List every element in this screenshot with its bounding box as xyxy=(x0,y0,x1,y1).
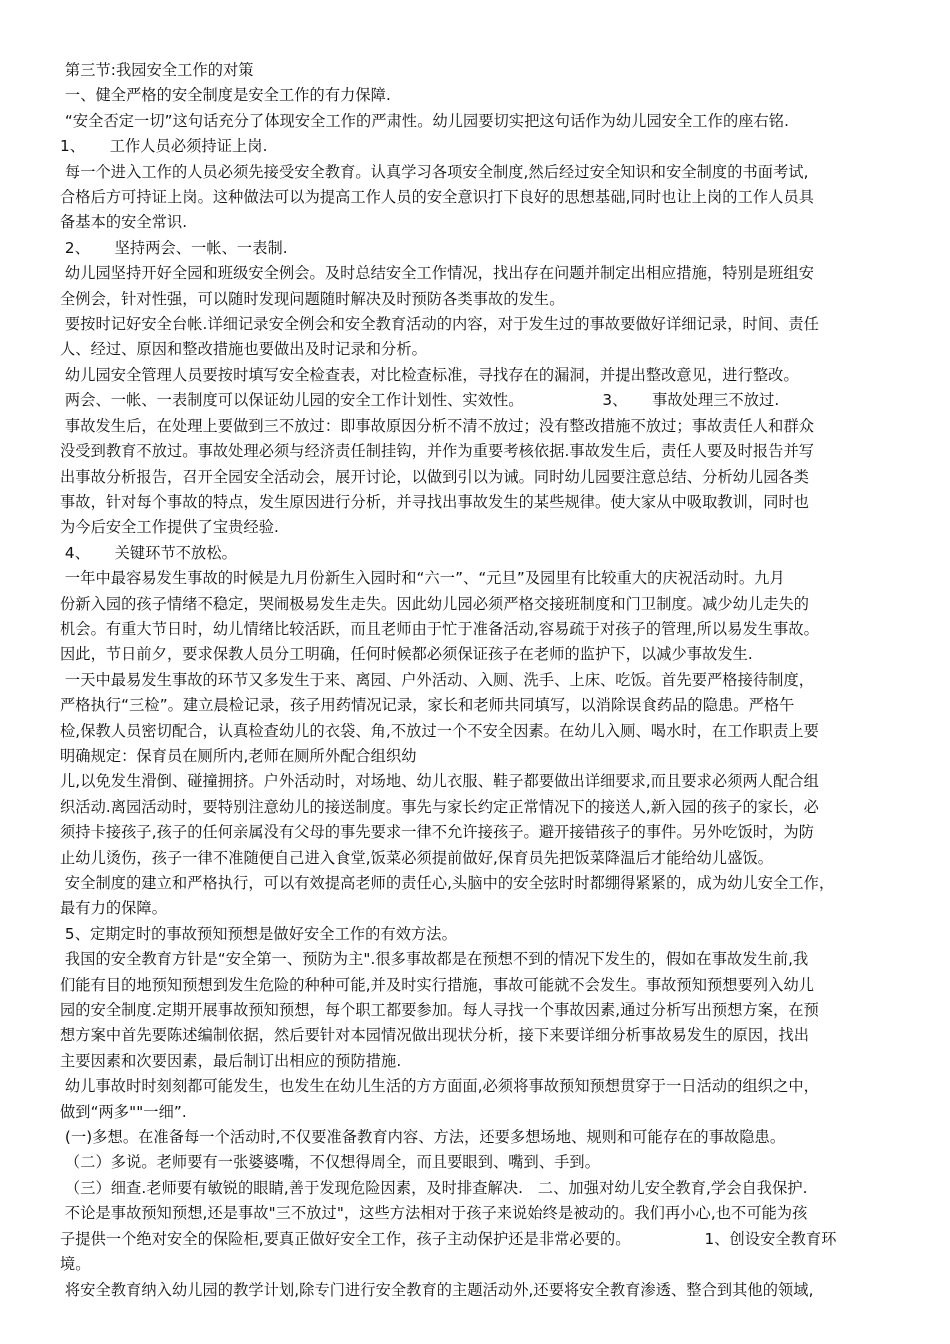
text-line: 子提供一个绝对安全的保险柜,要真正做好安全工作，孩子主动保护还是非常必要的。 1、创设安全教育环 xyxy=(60,1229,837,1248)
text-line: 们能有目的地预知预想到发生危险的种种可能,并及时实行措施，事故可能就不会发生。事故预知预想要列入幼儿 xyxy=(60,975,815,994)
text-line: 安全制度的建立和严格执行，可以有效提高老师的责任心,头脑中的安全弦时时都绷得紧紧的，成为幼儿安全工作， xyxy=(60,874,835,892)
text-line: 2、 坚持两会、一帐、一表制. xyxy=(60,238,288,257)
text-line: 全例会，针对性强，可以随时发现问题随时解决及时预防各类事故的发生。 xyxy=(60,289,565,308)
text-line: 事故发生后，在处理上要做到三不放过：即事故原因分析不清不放过；没有整改措施不放过；事故责任人和群众 xyxy=(60,416,815,435)
text-line: 要按时记好安全台帐.详细记录安全例会和安全教育活动的内容，对于发生过的事故要做好详细记录，时间、责任 xyxy=(60,315,819,334)
text-line: 备基本的安全常识. xyxy=(60,213,188,232)
text-line: 1、 工作人员必须持证上岗. xyxy=(60,137,268,156)
document-body xyxy=(60,58,894,1303)
text-line: (一)多想。在准备每一个活动时,不仅要准备教育内容、方法，还要多想场地、规则和可能存在的事故隐患。 xyxy=(60,1128,786,1147)
text-line: 每一个进入工作的人员必须先接受安全教育。认真学习各项安全制度,然后经过安全知识和安全制度的书面考试, xyxy=(60,162,809,181)
text-line: 幼儿事故时时刻刻都可能发生，也发生在幼儿生活的方方面面,必须将事故预知预想贯穿于一日活动的组织之中， xyxy=(60,1077,819,1096)
text-line: 人、经过、原因和整改措施也要做出及时记录和分析。 xyxy=(60,340,427,359)
text-line: 5、定期定时的事故预知预想是做好安全工作的有效方法。 xyxy=(60,924,457,943)
text-line: 我国的安全教育方针是“安全第一、预防为主".很多事故都是在预想不到的情况下发生的，假如在事故发生前,我 xyxy=(60,950,809,969)
text-line: 不论是事故预知预想,还是事故"三不放过"，这些方法相对于孩子来说始终是被动的。我们再小心,也不可能为孩 xyxy=(60,1204,808,1223)
text-line: 因此，节日前夕，要求保教人员分工明确，任何时候都必须保证孩子在老师的监护下，以减少事故发生. xyxy=(60,645,753,664)
text-line: （二）多说。老师要有一张婆婆嘴，不仅想得周全，而且要眼到、嘴到、手到。 xyxy=(60,1153,600,1172)
text-line: “安全否定一切”这句话充分了体现安全工作的严肃性。幼儿园要切实把这句话作为幼儿园安全工作的座右铭. xyxy=(60,111,790,130)
text-line: 机会。有重大节日时，幼儿情绪比较活跃，而且老师由于忙于准备活动,容易疏于对孩子的管理,所以易发生事故。 xyxy=(60,619,819,638)
text-line: 一天中最易发生事故的环节又多发生于来、离园、户外活动、入厕、洗手、上床、吃饭。首先要严格接待制度， xyxy=(60,670,815,689)
text-line: 事故，针对每个事故的特点，发生原因进行分析，并寻找出事故发生的某些规律。使大家从中吸取教训，同时也 xyxy=(60,492,810,511)
text-line: 一年中最容易发生事故的时候是九月份新生入园时和“六一”、“元旦”及园里有比较重大的庆祝活动时。九月 xyxy=(60,569,785,588)
text-line: 两会、一帐、一表制度可以保证幼儿园的安全工作计划性、实效性。 3、 事故处理三不放过. xyxy=(60,391,780,410)
text-line: 做到“两多""一细”. xyxy=(60,1102,187,1121)
text-line: 幼儿园坚持开好全园和班级安全例会。及时总结安全工作情况，找出存在问题并制定出相应措施，特别是班组安 xyxy=(60,264,815,283)
text-line: 合格后方可持证上岗。这种做法可以为提高工作人员的安全意识打下良好的思想基础,同时也让上岗的工作人员具 xyxy=(60,188,815,207)
text-line: 第三节:我园安全工作的对策 xyxy=(60,61,254,79)
text-line: 没受到教育不放过。事故处理必须与经济责任制挂钩，并作为重要考核依据.事故发生后，责任人要及时报告并写 xyxy=(60,442,815,461)
text-line: 止幼儿烫伤，孩子一律不准随便自己进入食堂,饭菜必须提前做好,保育员先把饭菜降温后才能给幼儿盛饭。 xyxy=(60,848,774,867)
text-line: 儿,以免发生滑倒、碰撞拥挤。户外活动时，对场地、幼儿衣服、鞋子都要做出详细要求,而且要求必须两人配合组 xyxy=(60,772,819,791)
text-line: （三）细查.老师要有敏锐的眼睛,善于发现危险因素，及时排查解决. 二、加强对幼儿安全教育,学会自我保护. xyxy=(60,1178,808,1197)
text-line: 严格执行“三检”。建立晨检记录，孩子用药情况记录，家长和老师共同填写，以消除误食药品的隐患。严格午 xyxy=(60,696,795,715)
text-line: 幼儿园安全管理人员要按时填写安全检查表，对比检查标准，寻找存在的漏洞，并提出整改意见，进行整改。 xyxy=(60,365,799,384)
text-line: 须持卡接孩子,孩子的任何亲属没有父母的事先要求一律不允许接孩子。避开接错孩子的事件。另外吃饭时，为防 xyxy=(60,823,815,842)
text-line: 园的安全制度.定期开展事故预知预想，每个职工都要参加。每人寻找一个事故因素,通过分析写出预想方案，在预 xyxy=(60,1001,819,1020)
text-line: 织活动.离园活动时，要特别注意幼儿的接送制度。事先与家长约定正常情况下的接送人,新入园的孩子的家长，必 xyxy=(60,797,819,816)
text-line: 为今后安全工作提供了宝贵经验. xyxy=(60,518,279,537)
text-line: 出事故分析报告，召开全园安全活动会，展开讨论，以做到引以为诫。同时幼儿园要注意总结、分析幼儿园各类 xyxy=(60,467,810,486)
text-line: 一、健全严格的安全制度是安全工作的有力保障. xyxy=(60,86,391,105)
text-line: 检,保教人员密切配合，认真检查幼儿的衣袋、角,不放过一个不安全因素。在幼儿入厕、喝水时，在工作职责上要 xyxy=(60,721,819,740)
text-line: 主要因素和次要因素，最后制订出相应的预防措施. xyxy=(60,1051,402,1070)
text-line: 明确规定：保育员在厕所内,老师在厕所外配合组织幼 xyxy=(60,746,417,765)
text-line: 最有力的保障。 xyxy=(60,899,168,918)
text-line: 份新入园的孩子情绪不稳定，哭闹极易发生走失。因此幼儿园必须严格交接班制度和门卫制度。减少幼儿走失的 xyxy=(60,594,810,613)
text-line: 4、 关键环节不放松。 xyxy=(60,543,237,562)
text-line: 将安全教育纳入幼儿园的教学计划,除专门进行安全教育的主题活动外,还要将安全教育渗透、整合到其他的领域, xyxy=(60,1280,814,1299)
text-line: 境。 xyxy=(60,1255,91,1274)
text-line: 想方案中首先要陈述编制依据，然后要针对本园情况做出现状分析，接下来要详细分析事故易发生的原因，找出 xyxy=(60,1026,810,1045)
